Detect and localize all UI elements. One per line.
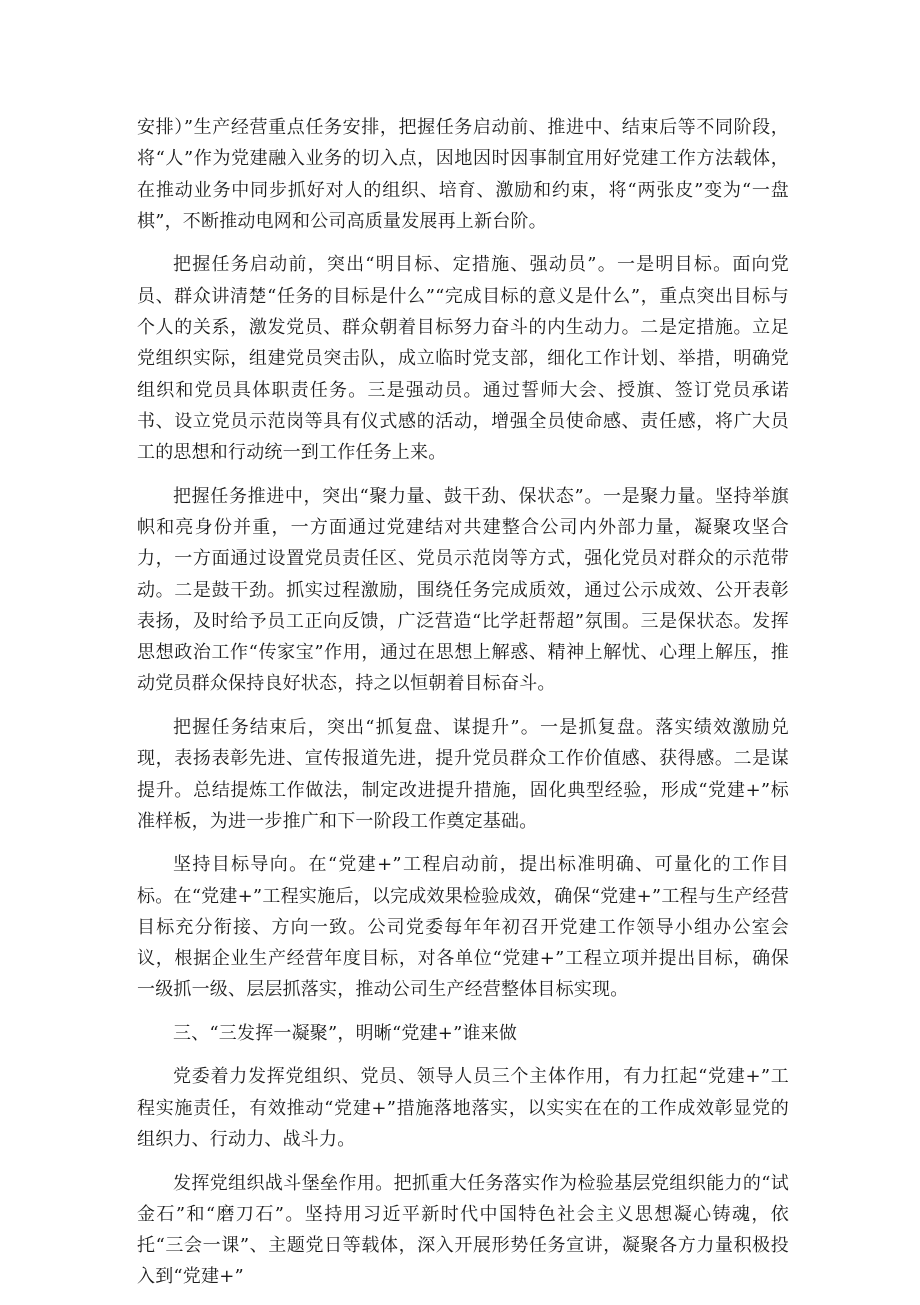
paragraph-task-progress: 把握任务推进中，突出“聚力量、鼓干劲、保状态”。一是聚力量。坚持举旗帜和亮身份并重，一方面通过党建结对共建整合公司内外部力量，凝聚攻坚合力，一方面通过设置党员责任区、党员示范岗等方式，强化党员对群众的示范带动。二是鼓干劲。抓实过程激励，围绕任务完成质效，通过公示成效、公开表彰表扬，及时给予员工正向反馈，广泛营造“比学赶帮超”氛围。三是保状态。发挥思想政治工作“传家宝”作用，通过在思想上解惑、精神上解忧、心理上解压，推动党员群众保持良好状态，持之以恒朝着目标奋斗。 [137, 485, 789, 695]
paragraph-task-start: 把握任务启动前，突出“明目标、定措施、强动员”。一是明目标。面向党员、群众讲清楚“任务的目标是什么”“完成目标的意义是什么”，重点突出目标与个人的关系，激发党员、群众朝着目标努力奋斗的内生动力。二是定措施。立足党组织实际，组建党员突击队，成立临时党支部，细化工作计划、举措，明确党组织和党员具体职责任务。三是强动员。通过誓师大会、授旗、签订党员承诺书、设立党员示范岗等具有仪式感的活动，增强全员使命感、责任感，将广大员工的思想和行动统一到工作任务上来。 [137, 254, 789, 464]
paragraph-task-end: 把握任务结束后，突出“抓复盘、谋提升”。一是抓复盘。落实绩效激励兑现，表扬表彰先进、宣传报道先进，提升党员群众工作价值感、获得感。二是谋提升。总结提炼工作做法，制定改进提升措施，固化典型经验，形成“党建+”标准样板，为进一步推广和下一阶段工作奠定基础。 [137, 716, 789, 832]
paragraph-goal-orientation: 坚持目标导向。在“党建+”工程启动前，提出标准明确、可量化的工作目标。在“党建+”工程实施后，以完成效果检验成效，确保“党建+”工程与生产经营目标充分衔接、方向一致。公司党委每年年初召开党建工作领导小组办公室会议，根据企业生产经营年度目标，对各单位“党建+”工程立项并提出目标，确保一级抓一级、层层抓落实，推动公司生产经营整体目标实现。 [137, 854, 789, 1001]
paragraph-continuation: 安排）”生产经营重点任务安排，把握任务启动前、推进中、结束后等不同阶段，将“人”作为党建融入业务的切入点，因地因时因事制宜用好党建工作方法载体，在推动业务中同步抓好对人的组织、培育、激励和约束，将“两张皮”变为“一盘棋”，不断推动电网和公司高质量发展再上新台阶。 [137, 117, 789, 232]
paragraph-party-organization: 发挥党组织战斗堡垒作用。把抓重大任务落实作为检验基层党组织能力的“试金石”和“磨刀石”。坚持用习近平新时代中国特色社会主义思想凝心铸魂，依托“三会一课”、主题党日等载体，深入开展形势任务宣讲，凝聚各方力量积极投入到“党建+” [137, 1172, 789, 1288]
paragraph-party-committee: 党委着力发挥党组织、党员、领导人员三个主体作用，有力扛起“党建+”工程实施责任，有效推动“党建+”措施落地落实，以实实在在的工作成效彰显党的组织力、行动力、战斗力。 [137, 1066, 789, 1151]
document-body [137, 112, 789, 1305]
section-heading-three: 三、“三发挥一凝聚”，明晰“党建+”谁来做 [173, 1022, 518, 1044]
